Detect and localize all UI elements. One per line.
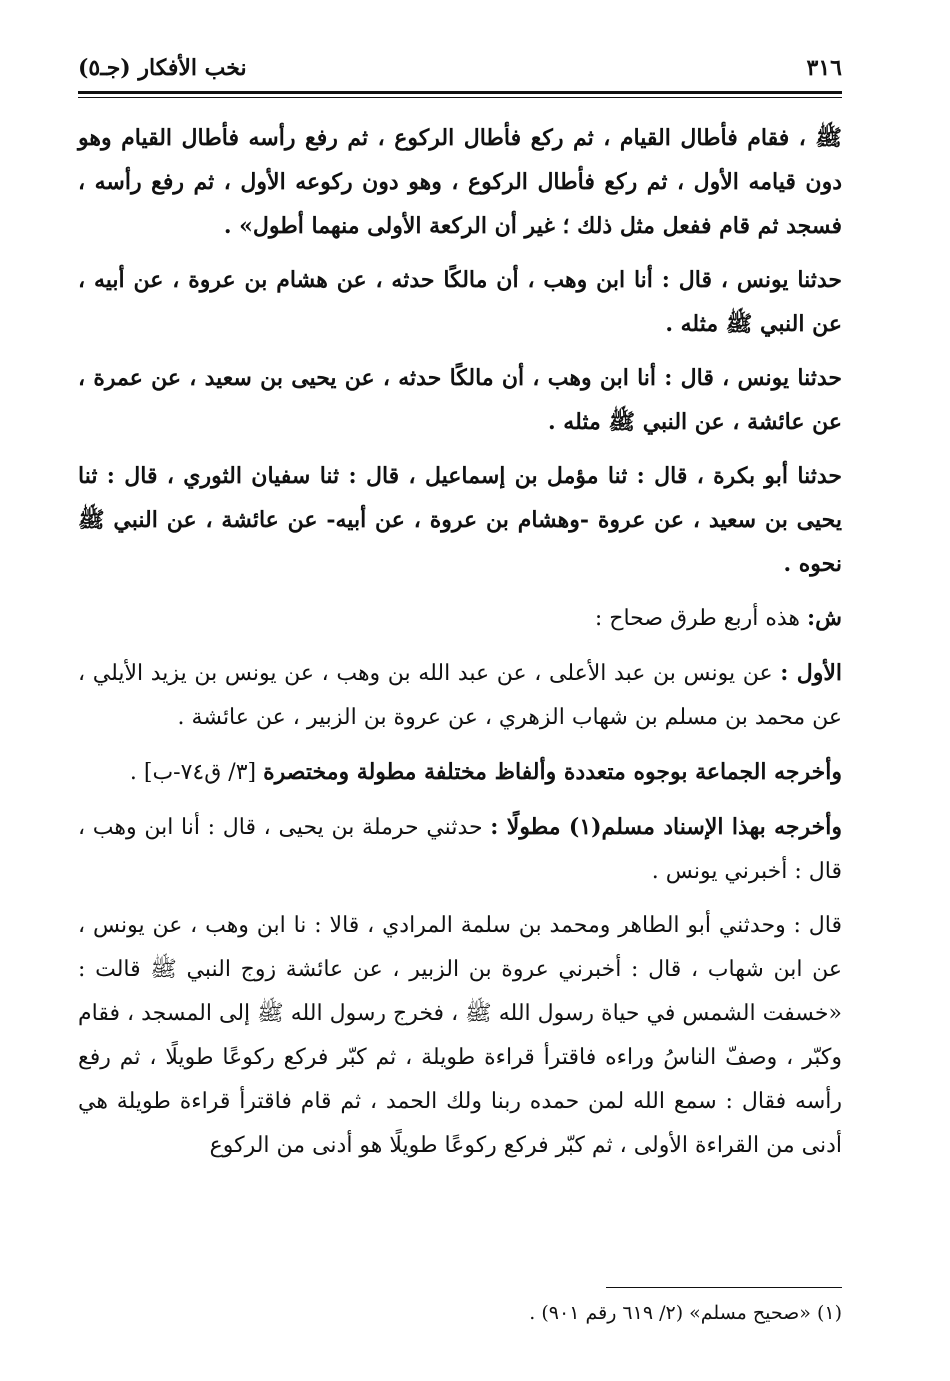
page-number: ٣١٦ <box>806 55 842 81</box>
page-header <box>78 50 842 86</box>
lead-text: وأخرجه بهذا الإسناد مسلم(١) مطولًا : <box>490 814 843 840</box>
paragraph-text: هذه أربع طرق صحاح : <box>594 606 808 631</box>
header-rule-thick <box>78 91 842 94</box>
lead-text: وأخرجه الجماعة بوجوه متعددة وألفاظ مختلفة مطولة ومختصرة <box>263 759 842 785</box>
main-text <box>78 116 842 1178</box>
footnote-rule <box>606 1287 842 1288</box>
paragraph-text: حدثني حرملة بن يحيى ، قال : أنا ابن وهب ، قال : أخبرني يونس . <box>78 815 842 884</box>
paragraph-text: [٣/ ق٧٤-ب] . <box>129 760 264 785</box>
paragraph <box>78 750 842 795</box>
paragraph: حدثنا يونس ، قال : أنا ابن وهب ، أن مالكًا حدثه ، عن يحيى بن سعيد ، عن عمرة ، عن عائشة ، عن النبي ﷺ مثله . <box>78 365 842 435</box>
paragraph <box>78 596 842 641</box>
lead-text: الأول : <box>780 660 842 686</box>
lead-text: ش: <box>807 605 842 631</box>
footnote: (١) «صحيح مسلم» (٢/ ٦١٩ رقم ٩٠١) . <box>529 1302 842 1324</box>
paragraph-text: عن يونس بن عبد الأعلى ، عن عبد الله بن وهب ، عن يونس بن يزيد الأيلي ، عن محمد بن مسلم بن شهاب الزهري ، عن عروة بن الزبير ، عن عائشة . <box>78 661 842 730</box>
header-rule-thin <box>78 97 842 98</box>
paragraph: قال : وحدثني أبو الطاهر ومحمد بن سلمة المرادي ، قالا : نا ابن وهب ، عن يونس ، عن ابن شهاب ، قال : أخبرني عروة بن الزبير ، عن عائشة زوج النبي ﷺ قالت : «خسفت الشمس في حياة رسول الله ﷺ ، فخرج رسول الله ﷺ إلى المسجد ، فقام وكبّر ، وصفّ الناسُ وراءه فاقترأ قراءة طويلة ، ثم كبّر فركع ركوعًا طويلًا ، ثم رفع رأسه فقال : سمع الله لمن حمده ربنا ولك الحمد ، ثم قام فاقترأ قراءة طويلة هي أدنى من القراءة الأولى ، ثم كبّر فركع ركوعًا طويلًا هو أدنى من الركوع <box>78 913 842 1158</box>
paragraph: ﷺ ، فقام فأطال القيام ، ثم ركع فأطال الركوع ، ثم رفع رأسه فأطال القيام وهو دون قيامه الأول ، ثم ركع فأطال الركوع ، وهو دون ركوعه الأول ، ثم رفع رأسه ، فسجد ثم قام ففعل مثل ذلك ؛ غير أن الركعة الأولى منهما أطول» . <box>78 125 842 239</box>
paragraph: حدثنا أبو بكرة ، قال : ثنا مؤمل بن إسماعيل ، قال : ثنا سفيان الثوري ، قال : ثنا يحيى بن سعيد ، عن عروة -وهشام بن عروة ، عن أبيه- عن عائشة ، عن النبي ﷺ نحوه . <box>78 463 842 577</box>
paragraph: حدثنا يونس ، قال : أنا ابن وهب ، أن مالكًا حدثه ، عن هشام بن عروة ، عن أبيه ، عن النبي ﷺ مثله . <box>78 267 842 337</box>
paragraph <box>78 805 842 894</box>
paragraph <box>78 651 842 740</box>
book-title: نخب الأفكار (جـ٥) <box>78 55 247 81</box>
